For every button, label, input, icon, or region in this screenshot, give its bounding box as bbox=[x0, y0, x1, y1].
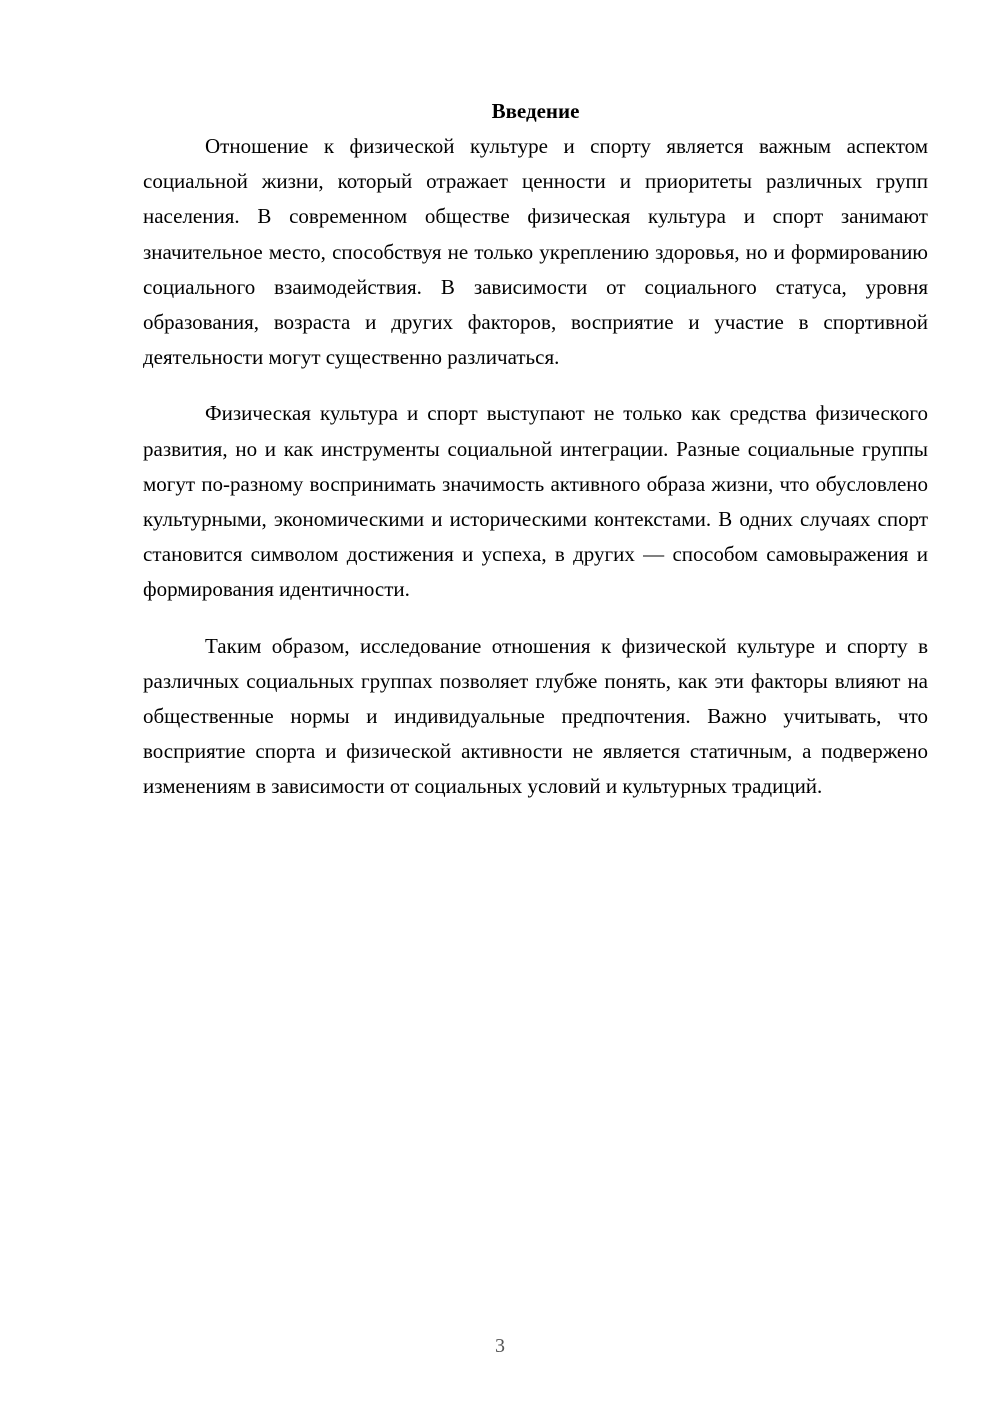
page-number: 3 bbox=[495, 1335, 505, 1357]
paragraph-3: Таким образом, исследование отношения к физической культуре и спорту в различных социальных группах позволяет глубже понять, как эти факторы влияют на общественные нормы и индивидуальные предпочтения. Важно учитывать, что восприятие спорта и физической активности не является статичным, а подвержено изменениям в зависимости от социальных условий и культурных традиций. bbox=[143, 633, 928, 799]
paragraph-2: Физическая культура и спорт выступают не только как средства физического развития, но и как инструменты социальной интеграции. Разные социальные группы могут по-разному воспринимать значимость активного образа жизни, что обусловлено культурными, экономическими и историческими контекстами. В одних случаях спорт становится символом достижения и успеха, в других — способом самовыражения и формирования идентичности. bbox=[143, 401, 928, 602]
page-content bbox=[143, 94, 928, 805]
section-title: Введение bbox=[491, 99, 580, 123]
paragraph-1: Отношение к физической культуре и спорту является важным аспектом социальной жизни, который отражает ценности и приоритеты различных групп населения. В современном обществе физическая культура и спорт занимают значительное место, способствуя не только укреплению здоровья, но и формированию социального взаимодействия. В зависимости от социального статуса, уровня образования, возраста и других факторов, восприятие и участие в спортивной деятельности могут существенно различаться. bbox=[143, 134, 928, 370]
